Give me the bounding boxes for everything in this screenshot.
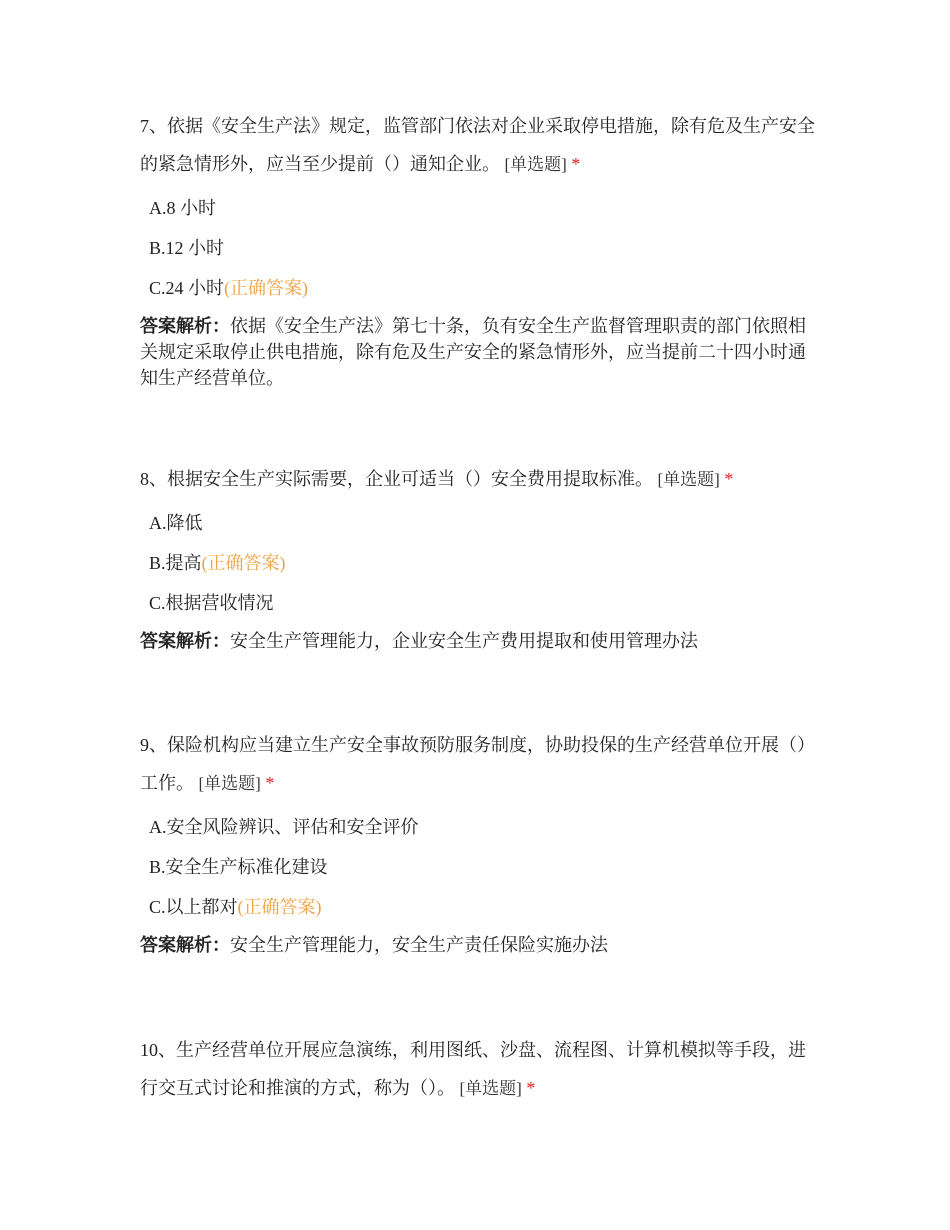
question-type: [单选题] [459, 1079, 522, 1098]
question-8 [140, 460, 820, 654]
options-list [140, 188, 820, 308]
options-list [140, 503, 820, 623]
question-7 [140, 107, 820, 391]
option-c[interactable]: C.根据营收情况 [149, 593, 274, 613]
option-b[interactable]: B.安全生产标准化建设 [149, 857, 328, 877]
option-a[interactable]: A.8 小时 [149, 198, 216, 218]
option-c[interactable]: C.以上都对(正确答案) [149, 897, 322, 917]
question-text: 10、生产经营单位开展应急演练，利用图纸、沙盘、流程图、计算机模拟等手段，进行交互式讨论和推演的方式，称为（）。 [单选题] * [140, 1040, 806, 1098]
answer-analysis: 答案解析：依据《安全生产法》第七十条，负有安全生产监督管理职责的部门依照相关规定采取停止供电措施，除有危及生产安全的紧急情形外，应当提前二十四小时通知生产经营单位。 [140, 316, 806, 388]
option-b[interactable]: B.提高(正确答案) [149, 553, 286, 573]
question-text: 7、依据《安全生产法》规定，监管部门依法对企业采取停电措施，除有危及生产安全的紧急情形外，应当至少提前（）通知企业。 [单选题] * [140, 116, 815, 174]
question-type: [单选题] [657, 470, 720, 489]
analysis-label: 答案解析： [140, 935, 230, 955]
question-type: [单选题] [504, 155, 567, 174]
correct-answer-tag: (正确答案) [224, 278, 309, 298]
answer-analysis: 答案解析：安全生产管理能力，企业安全生产费用提取和使用管理办法 [140, 631, 698, 651]
option-a[interactable]: A.降低 [149, 513, 203, 533]
question-10 [140, 1031, 820, 1108]
question-text: 9、保险机构应当建立生产安全事故预防服务制度，协助投保的生产经营单位开展（）工作。 [单选题] * [140, 735, 815, 793]
answer-analysis: 答案解析：安全生产管理能力，安全生产责任保险实施办法 [140, 935, 608, 955]
required-mark: * [265, 773, 275, 793]
options-list [140, 807, 820, 927]
required-mark: * [724, 469, 734, 489]
option-a[interactable]: A.安全风险辨识、评估和安全评价 [149, 817, 419, 837]
question-text: 8、根据安全生产实际需要，企业可适当（）安全费用提取标准。 [单选题] * [140, 469, 734, 489]
required-mark: * [526, 1078, 536, 1098]
analysis-label: 答案解析： [140, 316, 230, 336]
correct-answer-tag: (正确答案) [237, 897, 322, 917]
correct-answer-tag: (正确答案) [201, 553, 286, 573]
required-mark: * [571, 154, 581, 174]
question-9 [140, 726, 820, 958]
analysis-label: 答案解析： [140, 631, 230, 651]
question-type: [单选题] [198, 774, 261, 793]
option-b[interactable]: B.12 小时 [149, 238, 225, 258]
option-c[interactable]: C.24 小时(正确答案) [149, 278, 309, 298]
